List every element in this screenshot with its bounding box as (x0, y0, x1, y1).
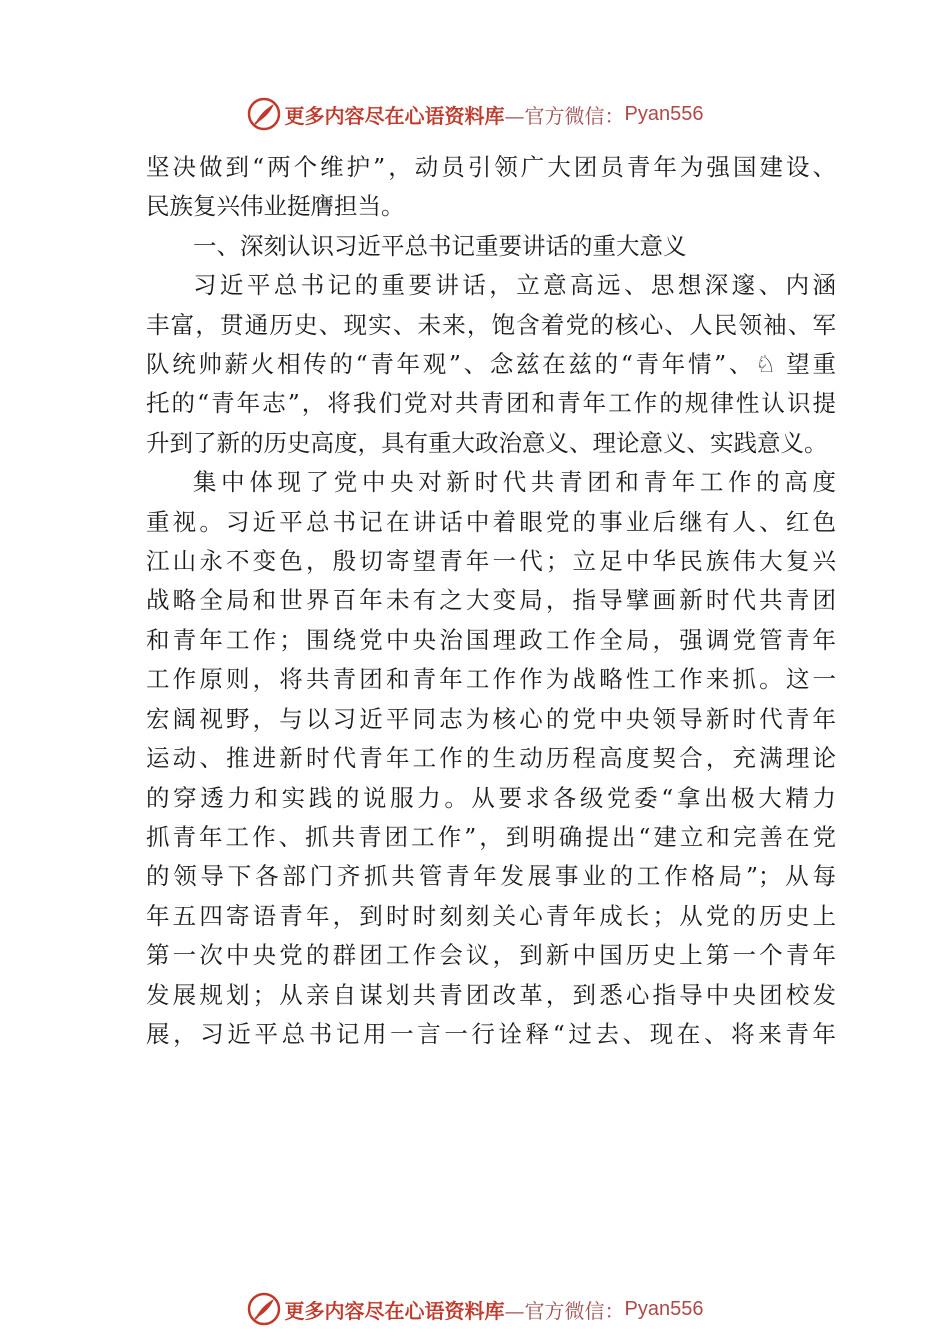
text-line: 民族复兴伟业挺膺担当。 (146, 192, 405, 221)
text-line: 展，习近平总书记用一言一行诠释“过去、现在、将来青年 (146, 1019, 836, 1048)
text-line: 的穿透力和实践的说服力。从要求各级党委“拿出极大精力 (146, 783, 836, 812)
heading-line: 一、深刻认识习近平总书记重要讲话的重大意义 (193, 231, 687, 260)
section-heading (146, 227, 836, 266)
text-line: 坚决做到“两个维护”，动员引领广大团员青年为强国建设、 (146, 153, 836, 181)
text-line: 集中体现了党中央对新时代共青团和青年工作的高度 (193, 468, 836, 497)
text-line: 发展规划；从亲自谋划共青团改革，到悉心指导中央团校发 (146, 980, 836, 1009)
text-line: 江山永不变色，殷切寄望青年一代；立足中华民族伟大复兴 (146, 547, 836, 576)
text-line: 年五四寄语青年，到时时刻刻关心青年成长；从党的历史上 (146, 901, 836, 930)
banner-wechat-id: Pyan556 (624, 102, 704, 125)
paragraph (146, 463, 836, 1054)
paragraph (146, 148, 836, 227)
text-line: 运动、推进新时代青年工作的生动历程高度契合，充满理论 (146, 744, 836, 773)
text-line: 升到了新的历史高度，具有重大政治意义、理论意义、实践意义。 (146, 428, 828, 457)
text-line: 丰富，贯通历史、现实、未来，饱含着党的核心、人民领袖、军 (146, 310, 836, 339)
banner-main-text: 更多内容尽在心语资料库 (284, 103, 505, 128)
text-line: 宏阔视野，与以习近平同志为核心的党中央领导新时代青年 (146, 704, 836, 733)
text-line: 习近平总书记的重要讲话，立意高远、思想深邃、内涵 (193, 271, 836, 300)
document-body (146, 148, 836, 1054)
paragraph (146, 266, 836, 463)
banner-sub-text: —官方微信： (504, 103, 625, 128)
footer-watermark (0, 1289, 950, 1329)
text-line: 和青年工作；围绕党中央治国理政工作全局，强调党管青年 (146, 625, 836, 654)
banner-main-text: 更多内容尽在心语资料库 (284, 1298, 505, 1323)
text-line: 工作原则，将共青团和青年工作作为战略性工作来抓。这一 (146, 665, 836, 694)
text-line: 第一次中央党的群团工作会议，到新中国历史上第一个青年 (146, 941, 836, 970)
text-line: 托的“青年志”，将我们党对共青团和青年工作的规律性认识提 (146, 389, 836, 418)
text-line: 重视。习近平总书记在讲话中着眼党的事业后继有人、红色 (146, 507, 836, 536)
banner-sub-text: —官方微信： (504, 1298, 625, 1323)
feather-logo-icon (247, 97, 281, 131)
text-line: 的领导下各部门齐抓共管青年发展事业的工作格局”；从每 (146, 862, 836, 891)
banner-wechat-id: Pyan556 (624, 1297, 704, 1320)
text-line: 战略全局和世界百年未有之大变局，指导擘画新时代共青团 (146, 586, 836, 615)
header-watermark (0, 94, 950, 134)
text-line: 队统帅薪火相传的“青年观”、念兹在兹的“青年情”、♘ 望重 (146, 350, 836, 379)
text-line: 抓青年工作、抓共青团工作”，到明确提出“建立和完善在党 (146, 822, 836, 851)
feather-logo-icon (247, 1292, 281, 1326)
